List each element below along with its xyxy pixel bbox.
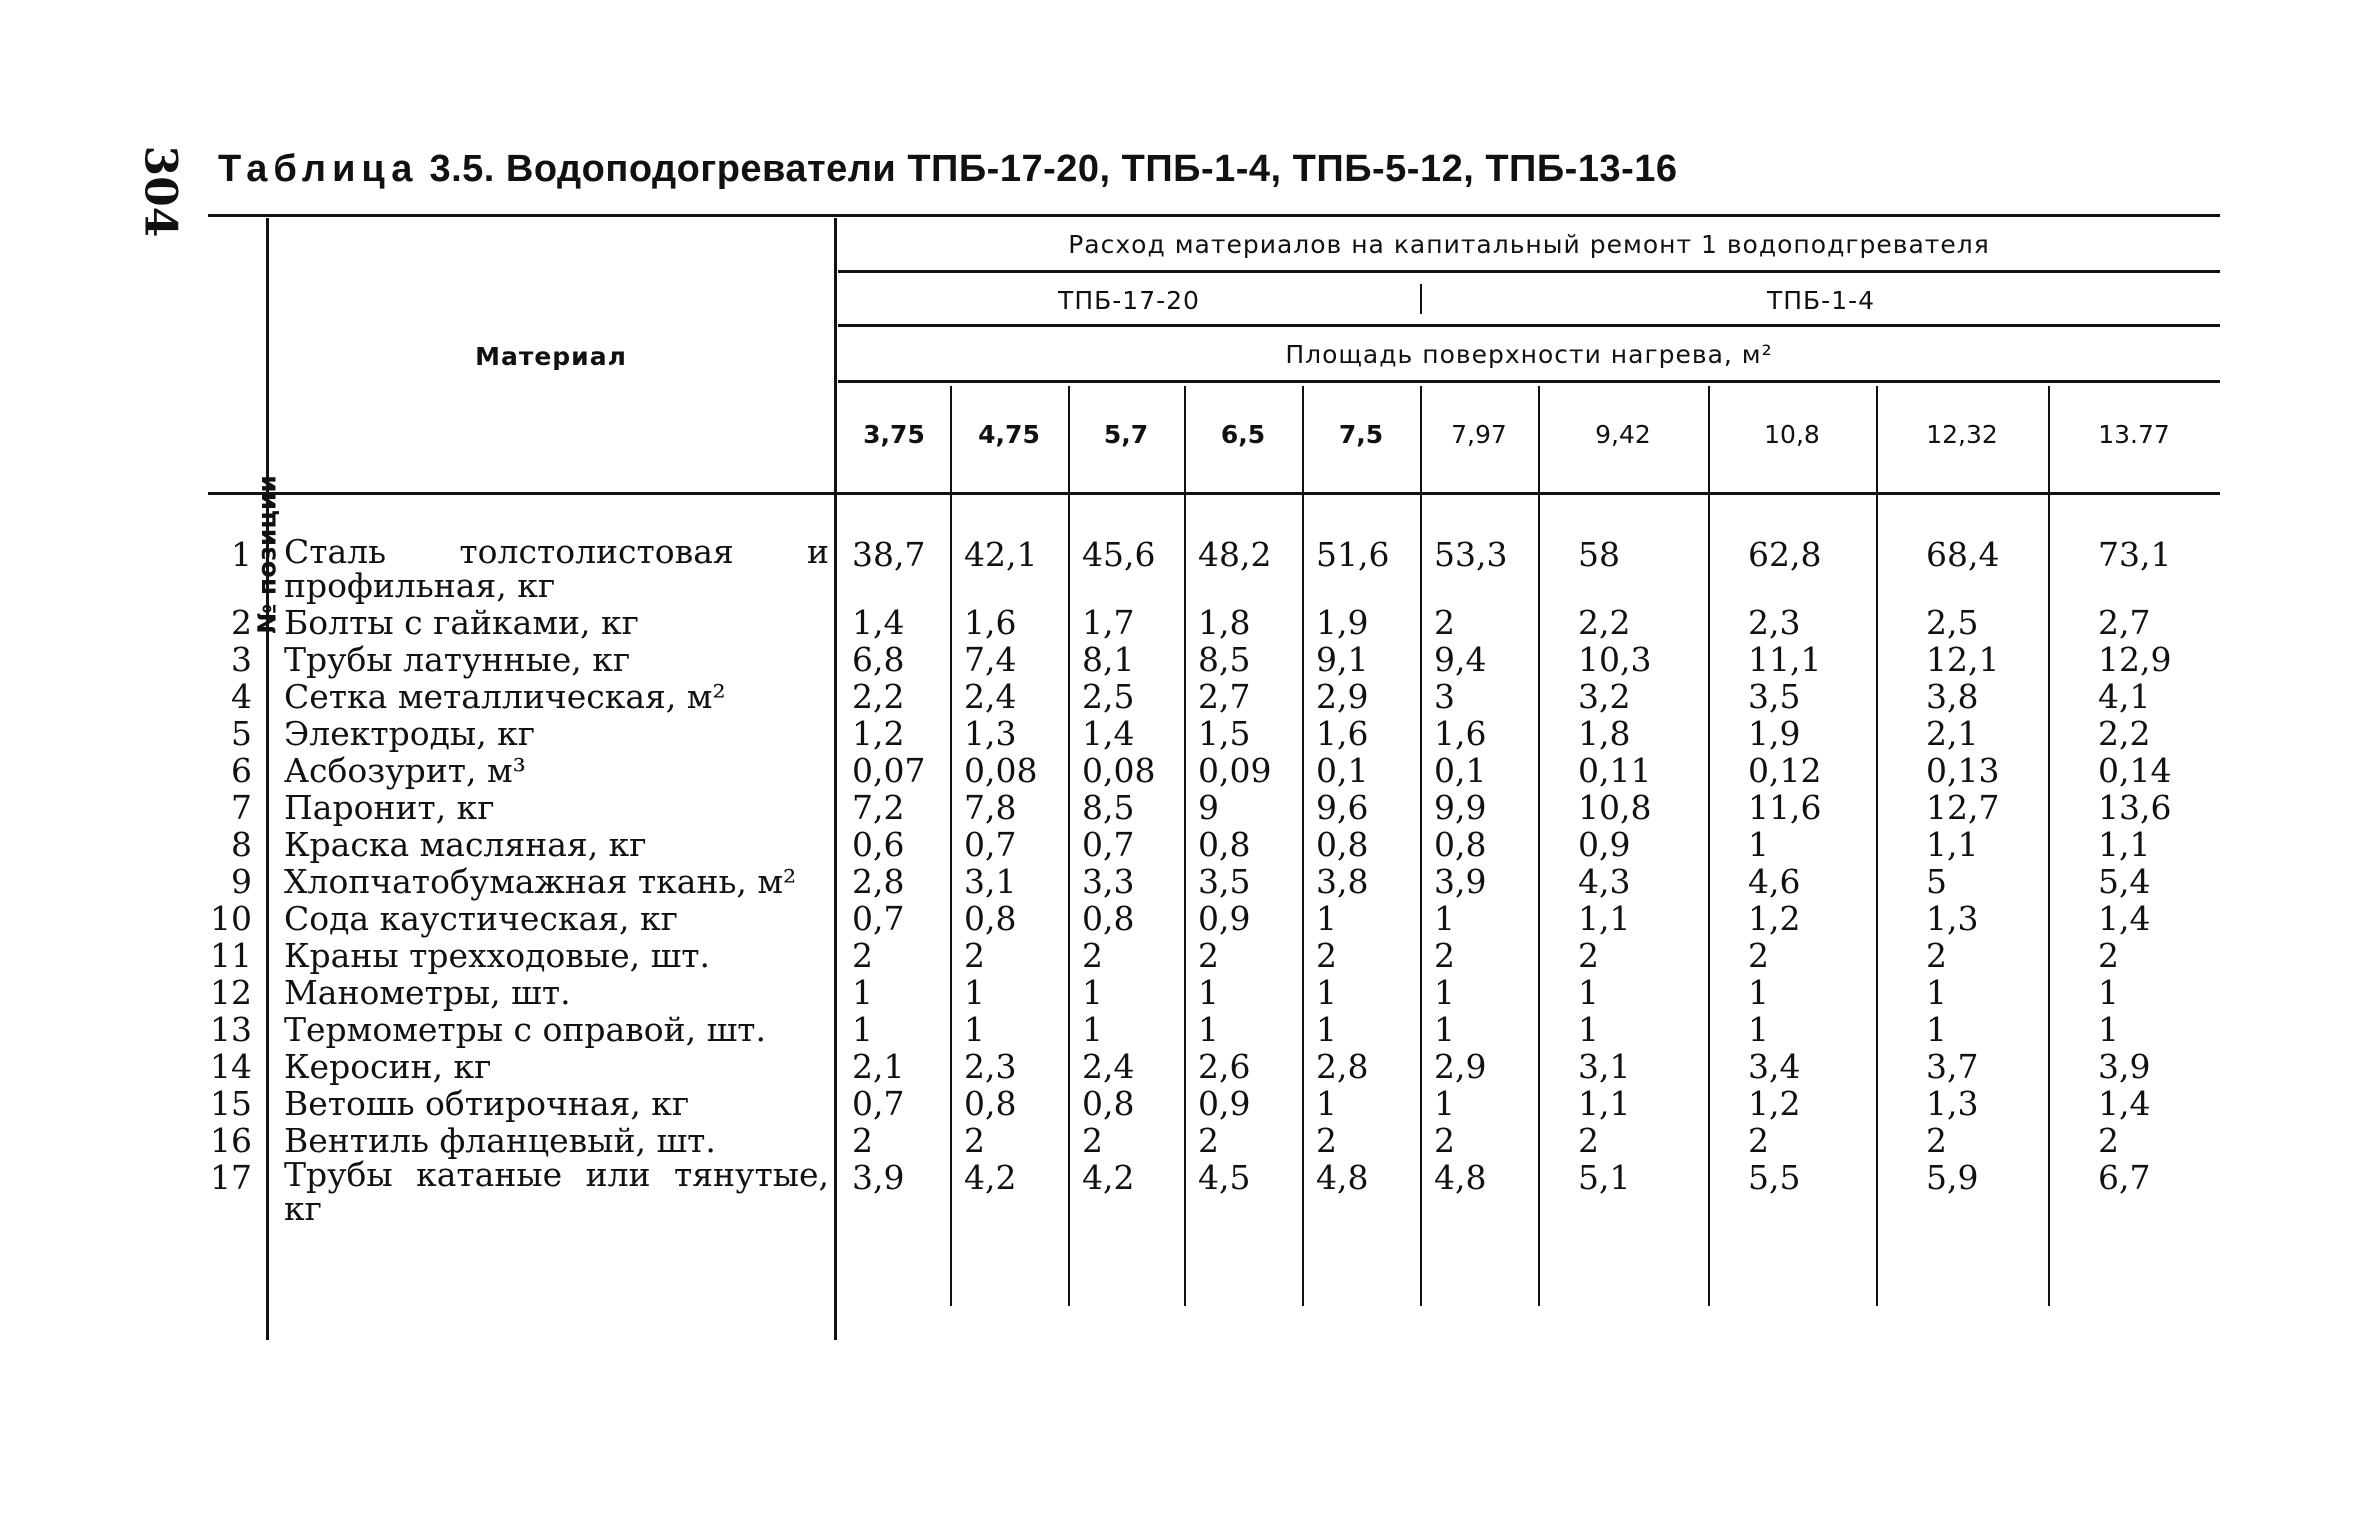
value-cell: 0,7 bbox=[964, 825, 1017, 864]
value-cell: 4,3 bbox=[1578, 862, 1631, 901]
value-cell: 1 bbox=[1748, 973, 1769, 1012]
table-row bbox=[208, 788, 2220, 827]
material-cell: Болты с гайками, кг bbox=[284, 603, 639, 642]
position-cell: 3 bbox=[231, 640, 252, 679]
value-cell: 2 bbox=[1434, 936, 1455, 975]
column-header: 7,97 bbox=[1451, 420, 1507, 449]
value-cell: 1 bbox=[1748, 825, 1769, 864]
value-cell: 5,1 bbox=[1578, 1158, 1631, 1197]
material-cell: Трубы катаные или тянутые, кг bbox=[284, 1155, 829, 1228]
table-row bbox=[208, 825, 2220, 864]
material-header: Материал bbox=[475, 342, 627, 371]
value-cell: 1 bbox=[1434, 1084, 1455, 1123]
value-cell: 0,12 bbox=[1748, 751, 1822, 790]
value-cell: 0,8 bbox=[1082, 1084, 1135, 1123]
value-cell: 2,1 bbox=[1926, 714, 1979, 753]
value-cell: 8,5 bbox=[1198, 640, 1251, 679]
position-cell: 12 bbox=[210, 973, 252, 1012]
material-cell: Сталь толстолистовая и профильная, кг bbox=[284, 532, 829, 605]
value-cell: 2 bbox=[1316, 936, 1337, 975]
value-cell: 0,08 bbox=[1082, 751, 1156, 790]
value-cell: 2,5 bbox=[1082, 677, 1135, 716]
value-cell: 7,2 bbox=[852, 788, 905, 827]
value-cell: 9,6 bbox=[1316, 788, 1369, 827]
column-header: 13.77 bbox=[2098, 420, 2170, 449]
value-cell: 1 bbox=[2098, 1010, 2119, 1049]
value-cell: 1 bbox=[964, 1010, 985, 1049]
material-cell: Керосин, кг bbox=[284, 1047, 492, 1086]
value-cell: 3,1 bbox=[1578, 1047, 1631, 1086]
position-cell: 14 bbox=[210, 1047, 252, 1086]
value-cell: 0,7 bbox=[852, 899, 905, 938]
value-cell: 12,1 bbox=[1926, 640, 2000, 679]
value-cell: 1 bbox=[1316, 973, 1337, 1012]
column-header: 6,5 bbox=[1220, 420, 1266, 449]
value-cell: 1 bbox=[852, 1010, 873, 1049]
column-header: 3,75 bbox=[863, 420, 925, 449]
position-cell: 6 bbox=[231, 751, 252, 790]
value-cell: 1,2 bbox=[852, 714, 905, 753]
position-cell: 15 bbox=[210, 1084, 252, 1123]
value-cell: 1,3 bbox=[964, 714, 1017, 753]
value-cell: 1,6 bbox=[1434, 714, 1487, 753]
area-header: Площадь поверхности нагрева, м² bbox=[1285, 340, 1773, 369]
value-cell: 2,3 bbox=[1748, 603, 1801, 642]
value-cell: 1 bbox=[1198, 973, 1219, 1012]
value-cell: 3,2 bbox=[1578, 677, 1631, 716]
value-cell: 1,7 bbox=[1082, 603, 1135, 642]
value-cell: 0,8 bbox=[964, 899, 1017, 938]
table-row bbox=[208, 532, 2220, 605]
value-cell: 5 bbox=[1926, 862, 1947, 901]
table-row bbox=[208, 751, 2220, 790]
value-cell: 1,3 bbox=[1926, 899, 1979, 938]
value-cell: 1,1 bbox=[2098, 825, 2151, 864]
value-cell: 1 bbox=[1316, 1084, 1337, 1123]
value-cell: 2,1 bbox=[852, 1047, 905, 1086]
material-cell: Краны трехходовые, шт. bbox=[284, 936, 711, 975]
table-row bbox=[208, 1010, 2220, 1049]
table-row bbox=[208, 1121, 2220, 1160]
rule-under-area bbox=[838, 380, 2220, 383]
value-cell: 6,8 bbox=[852, 640, 905, 679]
table-row bbox=[208, 677, 2220, 716]
header-bottom-rule bbox=[208, 492, 2220, 495]
value-cell: 1 bbox=[1316, 1010, 1337, 1049]
value-cell: 68,4 bbox=[1926, 535, 2000, 574]
value-cell: 2 bbox=[964, 936, 985, 975]
value-cell: 1 bbox=[1578, 973, 1599, 1012]
value-cell: 9,1 bbox=[1316, 640, 1369, 679]
value-cell: 3,9 bbox=[852, 1158, 905, 1197]
value-cell: 2,8 bbox=[852, 862, 905, 901]
value-cell: 1,6 bbox=[1316, 714, 1369, 753]
value-cell: 1 bbox=[1316, 899, 1337, 938]
value-cell: 73,1 bbox=[2098, 535, 2172, 574]
value-cell: 1,4 bbox=[852, 603, 905, 642]
value-cell: 5,9 bbox=[1926, 1158, 1979, 1197]
table-title bbox=[218, 148, 1678, 191]
group-header-tpb-1-4: ТПБ-1-4 bbox=[1766, 286, 1876, 315]
value-cell: 58 bbox=[1578, 535, 1620, 574]
value-cell: 4,6 bbox=[1748, 862, 1801, 901]
value-cell: 0,09 bbox=[1198, 751, 1272, 790]
position-cell: 13 bbox=[210, 1010, 252, 1049]
value-cell: 2 bbox=[852, 1121, 873, 1160]
value-cell: 1 bbox=[1082, 973, 1103, 1012]
value-cell: 1,6 bbox=[964, 603, 1017, 642]
value-cell: 2 bbox=[1926, 936, 1947, 975]
position-cell: 11 bbox=[210, 936, 252, 975]
value-cell: 3,9 bbox=[1434, 862, 1487, 901]
value-cell: 1,8 bbox=[1578, 714, 1631, 753]
value-cell: 13,6 bbox=[2098, 788, 2172, 827]
value-cell: 3,8 bbox=[1926, 677, 1979, 716]
value-cell: 2 bbox=[1082, 936, 1103, 975]
position-cell: 9 bbox=[231, 862, 252, 901]
value-cell: 3,5 bbox=[1198, 862, 1251, 901]
value-cell: 0,7 bbox=[852, 1084, 905, 1123]
value-cell: 10,3 bbox=[1578, 640, 1652, 679]
value-cell: 48,2 bbox=[1198, 535, 1272, 574]
value-cell: 3,9 bbox=[2098, 1047, 2151, 1086]
value-cell: 1 bbox=[1578, 1010, 1599, 1049]
value-cell: 1,2 bbox=[1748, 899, 1801, 938]
material-cell: Хлопчатобумажная ткань, м² bbox=[284, 862, 797, 901]
value-cell: 0,8 bbox=[1434, 825, 1487, 864]
value-cell: 2 bbox=[852, 936, 873, 975]
value-cell: 3,3 bbox=[1082, 862, 1135, 901]
value-cell: 1 bbox=[964, 973, 985, 1012]
value-cell: 3,7 bbox=[1926, 1047, 1979, 1086]
value-cell: 1,1 bbox=[1578, 1084, 1631, 1123]
value-cell: 2,4 bbox=[964, 677, 1017, 716]
value-cell: 12,9 bbox=[2098, 640, 2172, 679]
value-cell: 5,4 bbox=[2098, 862, 2151, 901]
value-cell: 4,8 bbox=[1316, 1158, 1369, 1197]
value-cell: 1,9 bbox=[1748, 714, 1801, 753]
value-cell: 1 bbox=[1198, 1010, 1219, 1049]
value-cell: 1 bbox=[1926, 973, 1947, 1012]
table-title-lead: Таблица bbox=[218, 148, 419, 190]
table-row bbox=[208, 936, 2220, 975]
position-header: № позиции bbox=[252, 475, 282, 634]
value-cell: 3,4 bbox=[1748, 1047, 1801, 1086]
column-header: 7,5 bbox=[1338, 420, 1384, 449]
value-cell: 51,6 bbox=[1316, 535, 1390, 574]
consumption-header: Расход материалов на капитальный ремонт 1 водоподгревателя bbox=[1068, 230, 1990, 259]
value-cell: 0,8 bbox=[1198, 825, 1251, 864]
value-cell: 4,5 bbox=[1198, 1158, 1251, 1197]
value-cell: 2 bbox=[2098, 936, 2119, 975]
position-cell: 10 bbox=[210, 899, 252, 938]
value-cell: 9,9 bbox=[1434, 788, 1487, 827]
value-cell: 38,7 bbox=[852, 535, 926, 574]
value-cell: 0,11 bbox=[1578, 751, 1652, 790]
value-cell: 12,7 bbox=[1926, 788, 2000, 827]
value-cell: 11,1 bbox=[1748, 640, 1822, 679]
material-cell: Вентиль фланцевый, шт. bbox=[284, 1121, 716, 1160]
table-row bbox=[208, 640, 2220, 679]
value-cell: 2,2 bbox=[1578, 603, 1631, 642]
table-row bbox=[208, 973, 2220, 1012]
value-cell: 3,8 bbox=[1316, 862, 1369, 901]
value-cell: 2 bbox=[1578, 936, 1599, 975]
value-cell: 0,6 bbox=[852, 825, 905, 864]
value-cell: 2,2 bbox=[852, 677, 905, 716]
position-cell: 5 bbox=[231, 714, 252, 753]
material-cell: Краска масляная, кг bbox=[284, 825, 647, 864]
value-cell: 2,6 bbox=[1198, 1047, 1251, 1086]
value-cell: 9 bbox=[1198, 788, 1219, 827]
material-cell: Трубы латунные, кг bbox=[284, 640, 631, 679]
value-cell: 0,13 bbox=[1926, 751, 2000, 790]
value-cell: 1,8 bbox=[1198, 603, 1251, 642]
material-cell: Сода каустическая, кг bbox=[284, 899, 678, 938]
position-cell: 1 bbox=[231, 535, 252, 574]
value-cell: 45,6 bbox=[1082, 535, 1156, 574]
value-cell: 7,8 bbox=[964, 788, 1017, 827]
material-cell: Ветошь обтирочная, кг bbox=[284, 1084, 690, 1123]
value-cell: 3,5 bbox=[1748, 677, 1801, 716]
page-number: 304 bbox=[134, 145, 186, 238]
value-cell: 1 bbox=[1748, 1010, 1769, 1049]
material-cell: Электроды, кг bbox=[284, 714, 536, 753]
value-cell: 0,08 bbox=[964, 751, 1038, 790]
value-cell: 2,8 bbox=[1316, 1047, 1369, 1086]
material-cell: Паронит, кг bbox=[284, 788, 495, 827]
table-top-rule bbox=[208, 214, 2220, 217]
table-row bbox=[208, 899, 2220, 938]
value-cell: 1 bbox=[1082, 1010, 1103, 1049]
value-cell: 2,9 bbox=[1316, 677, 1369, 716]
value-cell: 2 bbox=[1748, 936, 1769, 975]
material-cell: Манометры, шт. bbox=[284, 973, 571, 1012]
table-row bbox=[208, 714, 2220, 753]
group-header-tpb-17-20: ТПБ-17-20 bbox=[1058, 286, 1200, 315]
value-cell: 1,4 bbox=[1082, 714, 1135, 753]
value-cell: 1,1 bbox=[1578, 899, 1631, 938]
position-cell: 17 bbox=[210, 1158, 252, 1197]
position-cell: 4 bbox=[231, 677, 252, 716]
value-cell: 0,8 bbox=[1316, 825, 1369, 864]
value-cell: 53,3 bbox=[1434, 535, 1508, 574]
value-cell: 0,9 bbox=[1578, 825, 1631, 864]
table-title-text: 3.5. Водоподогреватели ТПБ-17-20, ТПБ-1-4, ТПБ-5-12, ТПБ-13-16 bbox=[429, 148, 1678, 190]
value-cell: 1,1 bbox=[1926, 825, 1979, 864]
value-cell: 1 bbox=[852, 973, 873, 1012]
position-cell: 2 bbox=[231, 603, 252, 642]
value-cell: 0,1 bbox=[1434, 751, 1487, 790]
value-cell: 2,3 bbox=[964, 1047, 1017, 1086]
value-cell: 4,2 bbox=[964, 1158, 1017, 1197]
value-cell: 1,4 bbox=[2098, 1084, 2151, 1123]
value-cell: 9,4 bbox=[1434, 640, 1487, 679]
value-cell: 0,14 bbox=[2098, 751, 2172, 790]
value-cell: 8,5 bbox=[1082, 788, 1135, 827]
value-cell: 2 bbox=[1434, 1121, 1455, 1160]
materials-table bbox=[208, 210, 2220, 1340]
value-cell: 1,5 bbox=[1198, 714, 1251, 753]
table-row bbox=[208, 862, 2220, 901]
column-header: 12,32 bbox=[1926, 420, 1998, 449]
rule-under-consumption bbox=[838, 270, 2220, 273]
table-row bbox=[208, 1047, 2220, 1086]
value-cell: 2 bbox=[1082, 1121, 1103, 1160]
value-cell: 2 bbox=[2098, 1121, 2119, 1160]
value-cell: 2,5 bbox=[1926, 603, 1979, 642]
value-cell: 2 bbox=[1434, 603, 1455, 642]
value-cell: 2,7 bbox=[2098, 603, 2151, 642]
value-cell: 4,1 bbox=[2098, 677, 2151, 716]
value-cell: 1 bbox=[1434, 899, 1455, 938]
value-cell: 0,9 bbox=[1198, 1084, 1251, 1123]
value-cell: 1 bbox=[1434, 973, 1455, 1012]
value-cell: 2,9 bbox=[1434, 1047, 1487, 1086]
value-cell: 0,9 bbox=[1198, 899, 1251, 938]
value-cell: 2 bbox=[1926, 1121, 1947, 1160]
value-cell: 2 bbox=[964, 1121, 985, 1160]
value-cell: 1 bbox=[2098, 973, 2119, 1012]
value-cell: 11,6 bbox=[1748, 788, 1822, 827]
value-cell: 0,8 bbox=[964, 1084, 1017, 1123]
position-cell: 7 bbox=[231, 788, 252, 827]
value-cell: 2 bbox=[1748, 1121, 1769, 1160]
value-cell: 1,4 bbox=[2098, 899, 2151, 938]
value-cell: 1,3 bbox=[1926, 1084, 1979, 1123]
value-cell: 42,1 bbox=[964, 535, 1038, 574]
value-cell: 1,2 bbox=[1748, 1084, 1801, 1123]
value-cell: 0,07 bbox=[852, 751, 926, 790]
material-cell: Термометры с оправой, шт. bbox=[284, 1010, 767, 1049]
value-cell: 0,1 bbox=[1316, 751, 1369, 790]
rule-under-groups bbox=[838, 324, 2220, 327]
position-cell: 8 bbox=[231, 825, 252, 864]
material-cell: Сетка металлическая, м² bbox=[284, 677, 726, 716]
value-cell: 2,2 bbox=[2098, 714, 2151, 753]
table-row bbox=[208, 1155, 2220, 1228]
value-cell: 2 bbox=[1578, 1121, 1599, 1160]
column-header: 9,42 bbox=[1595, 420, 1651, 449]
value-cell: 3 bbox=[1434, 677, 1455, 716]
value-cell: 10,8 bbox=[1578, 788, 1652, 827]
value-cell: 2 bbox=[1316, 1121, 1337, 1160]
value-cell: 2,7 bbox=[1198, 677, 1251, 716]
table-row bbox=[208, 603, 2220, 642]
value-cell: 5,5 bbox=[1748, 1158, 1801, 1197]
position-cell: 16 bbox=[210, 1121, 252, 1160]
value-cell: 1 bbox=[1434, 1010, 1455, 1049]
material-cell: Асбозурит, м³ bbox=[284, 751, 526, 790]
value-cell: 4,2 bbox=[1082, 1158, 1135, 1197]
value-cell: 6,7 bbox=[2098, 1158, 2151, 1197]
value-cell: 2,4 bbox=[1082, 1047, 1135, 1086]
value-cell: 8,1 bbox=[1082, 640, 1135, 679]
value-cell: 0,7 bbox=[1082, 825, 1135, 864]
value-cell: 2 bbox=[1198, 936, 1219, 975]
value-cell: 1 bbox=[1926, 1010, 1947, 1049]
value-cell: 2 bbox=[1198, 1121, 1219, 1160]
value-cell: 62,8 bbox=[1748, 535, 1822, 574]
value-cell: 7,4 bbox=[964, 640, 1017, 679]
value-cell: 0,8 bbox=[1082, 899, 1135, 938]
column-header: 4,75 bbox=[978, 420, 1040, 449]
column-header: 10,8 bbox=[1764, 420, 1820, 449]
value-cell: 3,1 bbox=[964, 862, 1017, 901]
column-header: 5,7 bbox=[1103, 420, 1149, 449]
value-cell: 1,9 bbox=[1316, 603, 1369, 642]
value-cell: 4,8 bbox=[1434, 1158, 1487, 1197]
table-row bbox=[208, 1084, 2220, 1123]
